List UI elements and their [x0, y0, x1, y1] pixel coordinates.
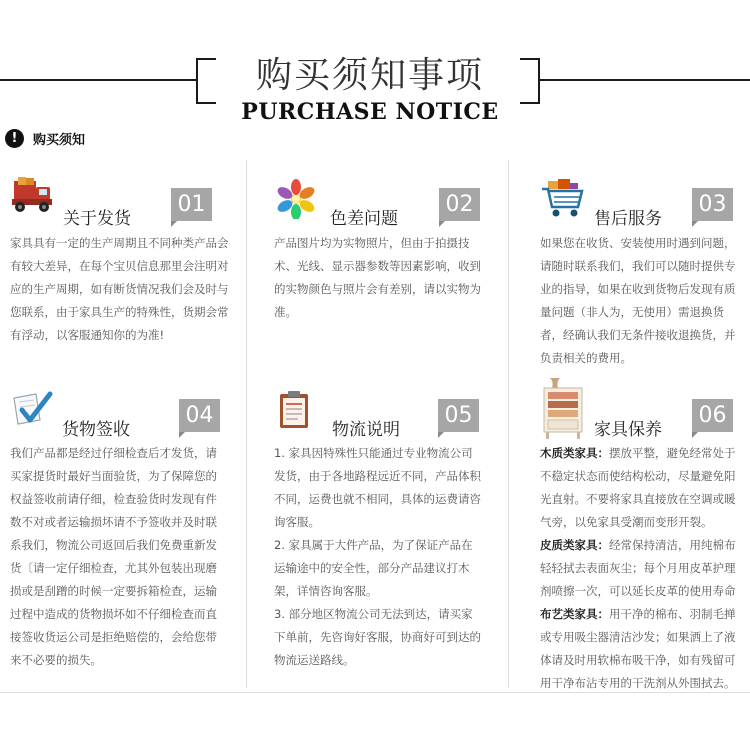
- care-label: 布艺类家具：: [540, 607, 609, 621]
- card-text: [10, 232, 230, 347]
- card-paragraph: 2. 家具属于大件产品，为了保证产品在运输途中的安全性，部分产品建议打木架，详情咨询客服。: [274, 538, 473, 598]
- header-line-right: [540, 79, 750, 81]
- card-title: 关于发货: [63, 209, 131, 229]
- card-furniture-care: [540, 378, 750, 690]
- card-text: [10, 442, 226, 672]
- page-title: 购买须知事项: [255, 55, 484, 96]
- card-color-difference: [274, 175, 510, 365]
- card-logistics: [274, 390, 510, 680]
- card-title: 售后服务: [594, 209, 662, 229]
- header-bracket-left: [196, 58, 216, 104]
- card-title: 货物签收: [62, 420, 130, 440]
- clipboard-icon: [274, 390, 318, 430]
- card-text: [274, 232, 486, 324]
- card-receipt: [10, 390, 246, 680]
- color-palette-icon: [274, 179, 318, 219]
- card-text: [274, 442, 482, 672]
- card-text: [540, 442, 743, 695]
- care-label: 木质类家具：: [540, 446, 609, 460]
- care-item-wood: [540, 442, 743, 534]
- card-shipping: [10, 175, 246, 365]
- card-number: 06: [692, 399, 733, 432]
- care-item-leather: [540, 534, 743, 603]
- card-paragraph: 产品图片均为实物照片，但由于拍摄技术、光线、显示器参数等因素影响，收到的实物颜色与照片会有差别，请以实物为准。: [274, 236, 481, 319]
- card-title: 物流说明: [332, 420, 400, 440]
- card-title: 色差问题: [330, 209, 398, 229]
- card-number: 02: [439, 188, 480, 221]
- shopping-cart-icon: [540, 179, 584, 219]
- card-number: 01: [171, 188, 212, 221]
- card-after-sales: [540, 175, 750, 365]
- card-number: 03: [692, 188, 733, 221]
- column-divider-1: [246, 160, 247, 688]
- care-text: 用干净的棉布、羽制毛掸或专用吸尘器清洁沙发；如果洒上了液体请及时用软棉布吸干净，如有残留可用干净布沾专用的干洗剂从外围拭去。: [540, 607, 736, 690]
- care-text: 摆放平整，避免经常处于不稳定状态而使结构松动，尽量避免阳光直射。不要将家具直接放在空调或暖气旁，以免家具受潮而变形开裂。: [540, 446, 736, 529]
- care-item-fabric: [540, 603, 743, 695]
- card-paragraph: 3. 部分地区物流公司无法到达，请买家下单前，先咨询好客服，协商好可到达的物流运送路线。: [274, 607, 481, 667]
- card-number: 04: [179, 399, 220, 432]
- card-paragraph: 1. 家具因特殊性只能通过专业物流公司发货，由于各地路程远近不同，产品体积不同，运费也就不相同，具体的运费请咨询客服。: [274, 446, 481, 529]
- card-paragraph: 家具具有一定的生产周期且不同种类产品会有较大差异，在每个宝贝信息那里会注明对应的生产周期，如有断货情况我们会及时与您联系，由于家具生产的特殊性，货期会常有浮动，以客服通知你的为准!: [10, 236, 229, 342]
- cabinet-icon: [540, 378, 586, 440]
- section-heading: [5, 129, 85, 148]
- card-number: 05: [438, 399, 479, 432]
- card-title: 家具保养: [594, 420, 662, 440]
- card-text: [540, 232, 743, 370]
- section-label: 购买须知: [33, 133, 86, 148]
- card-paragraph: 如果您在收货、安装使用时遇到问题，请随时联系我们，我们可以随时提供专业的指导，如果在收到货物后发现有质量问题（非人为，无使用）需退换货者，经确认我们无条件接收退换货，并负责相关的费用。: [540, 236, 736, 365]
- header-line-left: [0, 79, 197, 81]
- header-bracket-right: [520, 58, 540, 104]
- care-label: 皮质类家具：: [540, 538, 609, 552]
- exclamation-icon: !: [5, 129, 24, 148]
- page-subtitle: PURCHASE NOTICE: [241, 99, 499, 125]
- checkmark-icon: [10, 390, 54, 430]
- card-paragraph: 我们产品都是经过仔细检查后才发货，请买家提货时最好当面验货，为了保障您的权益签收前请仔细，检查验货时发现有件数不对或者运输损坏请不予签收并及时联系我们，物流公司返回后我们免费重新发货〔请一定仔细检查，尤其外包装出现磨损或是刮蹭的时候一定要拆箱检查，运输过程中造成的货物损坏如不仔细检查而直接签收货运公司是拒绝赔偿的，会给您带来不必要的损失。: [10, 446, 217, 667]
- truck-icon: [10, 175, 54, 215]
- care-text: 经常保持清洁，用纯棉布轻轻拭去表面灰尘；每个月用皮革护理剂喷擦一次，可以延长皮革的使用寿命: [540, 538, 736, 598]
